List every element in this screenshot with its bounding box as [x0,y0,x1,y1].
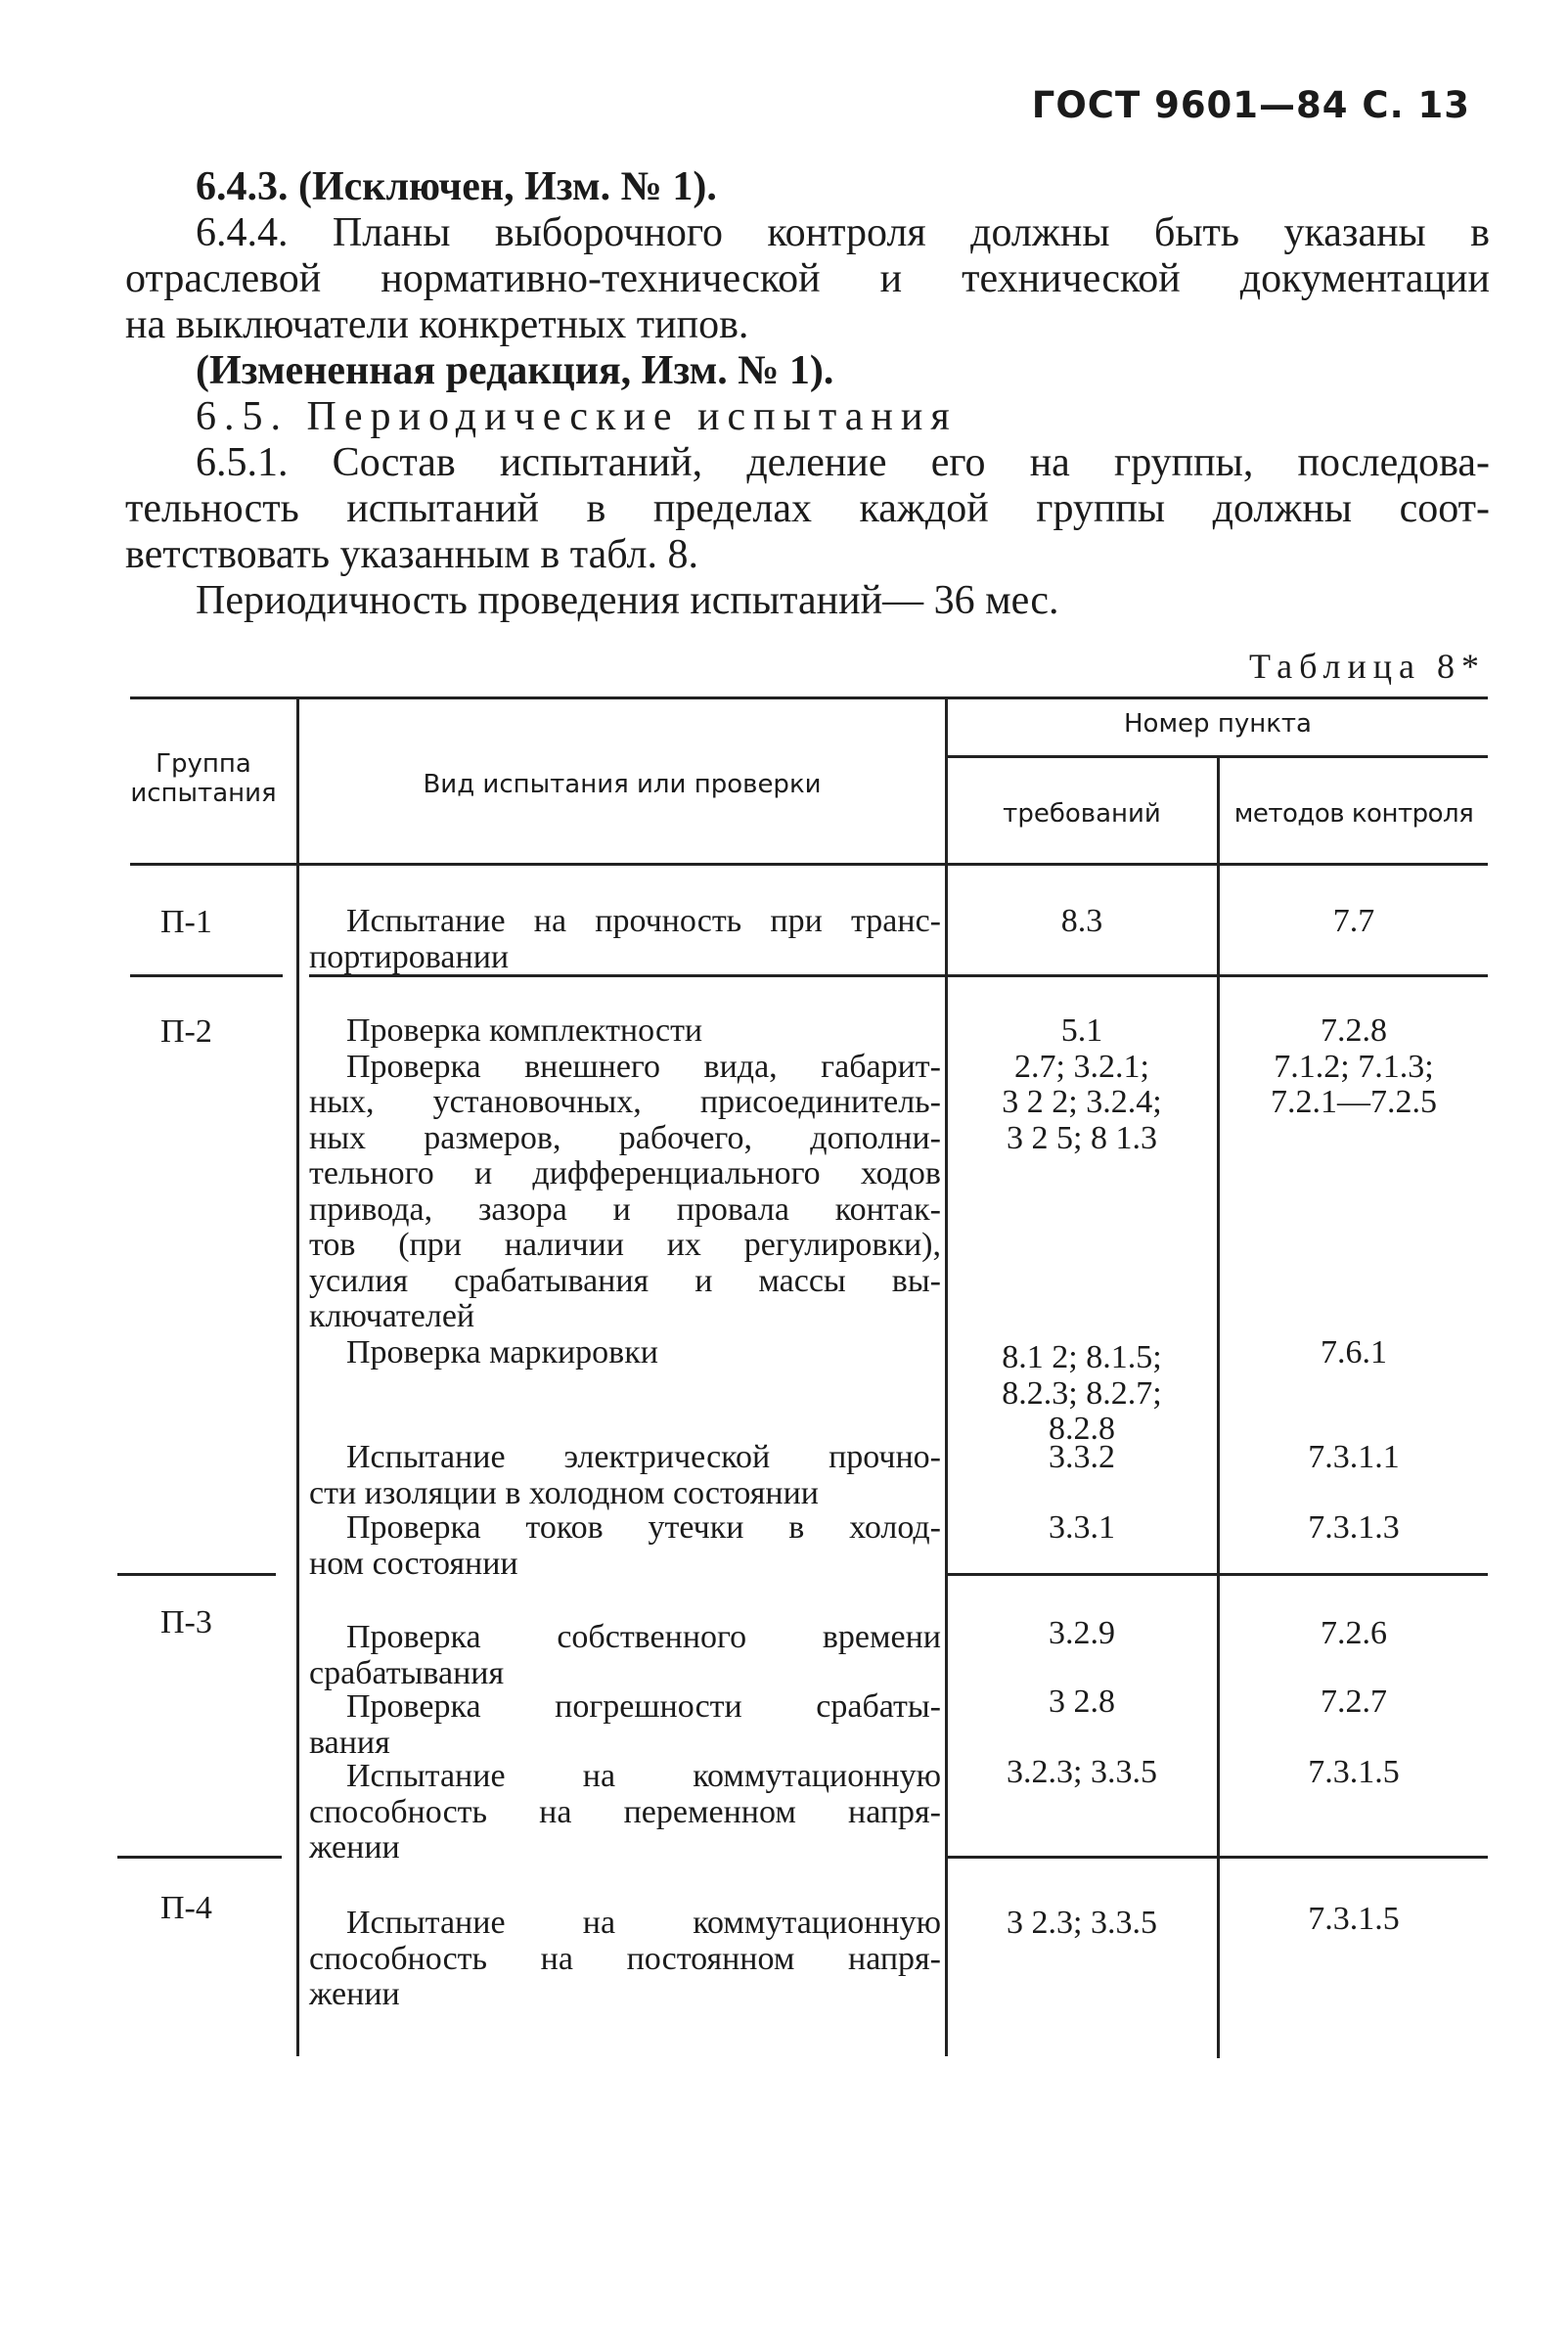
row-p2-5-req: 3.3.1 [1049,1509,1115,1546]
group-name-p1: П-1 [160,904,212,940]
clause-6-4-3: 6.4.3. (Исключен, Изм. № 1). [196,164,717,209]
group-name-p3: П-3 [160,1604,212,1640]
page-header: ГОСТ 9601—84 С. 13 [1031,84,1470,126]
row-p3-2-desc: Проверка погрешности срабаты- вания [309,1688,941,1761]
header-number: Номер пункта [1123,709,1312,739]
clause-6-4-4-line-2: отраслевой нормативно-технической и технической документации [125,256,1490,301]
row-p3-3-meth: 7.3.1.5 [1308,1754,1400,1790]
row-p3-1-desc: Проверка собственного времени срабатывания [309,1619,941,1691]
row-p4-1-req: 3 2.3; 3.3.5 [1007,1905,1157,1941]
row-p2-1-desc: Проверка комплектности [346,1012,703,1049]
row-p2-3-desc: Проверка маркировки [346,1333,658,1370]
row-p3-2-meth: 7.2.7 [1321,1684,1387,1720]
header-group-line-2: испытания [130,779,277,808]
group-name-p4: П-4 [160,1890,212,1926]
group-1-separator [130,974,283,977]
clause-6-5-1-line-1: 6.5.1. Состав испытаний, деление его на группы, последова- [196,440,1490,485]
row-p2-2-req: 2.7; 3.2.1; 3 2 2; 3.2.4; 3 2 5; 8 1.3 [1002,1048,1162,1156]
row-p1-1-desc: Испытание на прочность при транс- портировании [309,903,941,975]
periodicity-text: Периодичность проведения испытаний— 36 мес. [196,578,1059,623]
clause-6-4-4-line-1: 6.4.4. Планы выборочного контроля должны быть указаны в [196,210,1490,255]
header-group [130,749,277,808]
header-methods: методов контроля [1233,799,1474,829]
col-divider-methods [1217,757,1220,2058]
header-kind: Вид испытания или проверки [423,770,822,799]
clause-6-4-4-line-3: на выключатели конкретных типов. [125,302,749,347]
row-p2-4-desc: Испытание электрической прочно- сти изоляции в холодном состоянии [309,1439,941,1511]
row-p1-1-req: 8.3 [1060,903,1103,939]
row-p3-1-req: 3.2.9 [1049,1615,1115,1651]
row-p2-4-req: 3.3.2 [1049,1439,1115,1475]
row-p2-1-meth: 7.2.8 [1321,1012,1387,1049]
header-group-line-1: Группа [156,749,251,779]
amendment-note: (Измененная редакция, Изм. № 1). [196,348,834,393]
row-p4-1-meth: 7.3.1.5 [1308,1901,1400,1937]
row-p2-2-meth: 7.1.2; 7.1.3; 7.2.1—7.2.5 [1271,1048,1437,1120]
section-6-5-title: 6.5. Периодические испытания [196,394,958,439]
group-name-p2: П-2 [160,1013,212,1050]
row-p3-3-req: 3.2.3; 3.3.5 [1007,1754,1157,1790]
group-2-separator [117,1573,276,1576]
clause-6-5-1-line-2: тельность испытаний в пределах каждой группы должны соот- [125,486,1490,531]
row-p2-1-req: 5.1 [1060,1012,1103,1049]
clause-6-5-1-line-3: ветствовать указанным в табл. 8. [125,532,698,577]
row-p2-5-desc: Проверка токов утечки в холод- ном состоянии [309,1509,941,1582]
row-p3-3-desc: Испытание на коммутационную способность на переменном напря- жении [309,1758,941,1865]
row-p2-3-req: 8.1 2; 8.1.5; 8.2.3; 8.2.7; 8.2.8 [1002,1339,1162,1447]
table-top-rule [130,696,1488,699]
row-p3-1-meth: 7.2.6 [1321,1615,1387,1651]
group-3-separator [117,1856,282,1859]
row-p2-3-meth: 7.6.1 [1321,1333,1387,1370]
row-p3-2-req: 3 2.8 [1049,1684,1115,1720]
row-p2-5-meth: 7.3.1.3 [1308,1509,1400,1546]
row-p1-1-meth: 7.7 [1332,903,1375,939]
header-requirements: требований [1003,799,1161,829]
col-divider-kind [296,696,299,2056]
row-p2-2-desc: Проверка внешнего вида, габарит- ных, установочных, присоединитель- ных размеров, рабочего, дополни- тельного и дифференциального ходов привода, зазора и провала контак- тов (при наличии их регулировки), усилия срабатывания и массы вы- ключателей [309,1048,941,1334]
table-caption: Таблица 8* [1249,647,1486,686]
header-bottom-rule [130,863,1488,866]
row-p4-1-desc: Испытание на коммутационную способность на постоянном напря- жении [309,1905,941,2012]
row-p2-4-meth: 7.3.1.1 [1308,1439,1400,1475]
